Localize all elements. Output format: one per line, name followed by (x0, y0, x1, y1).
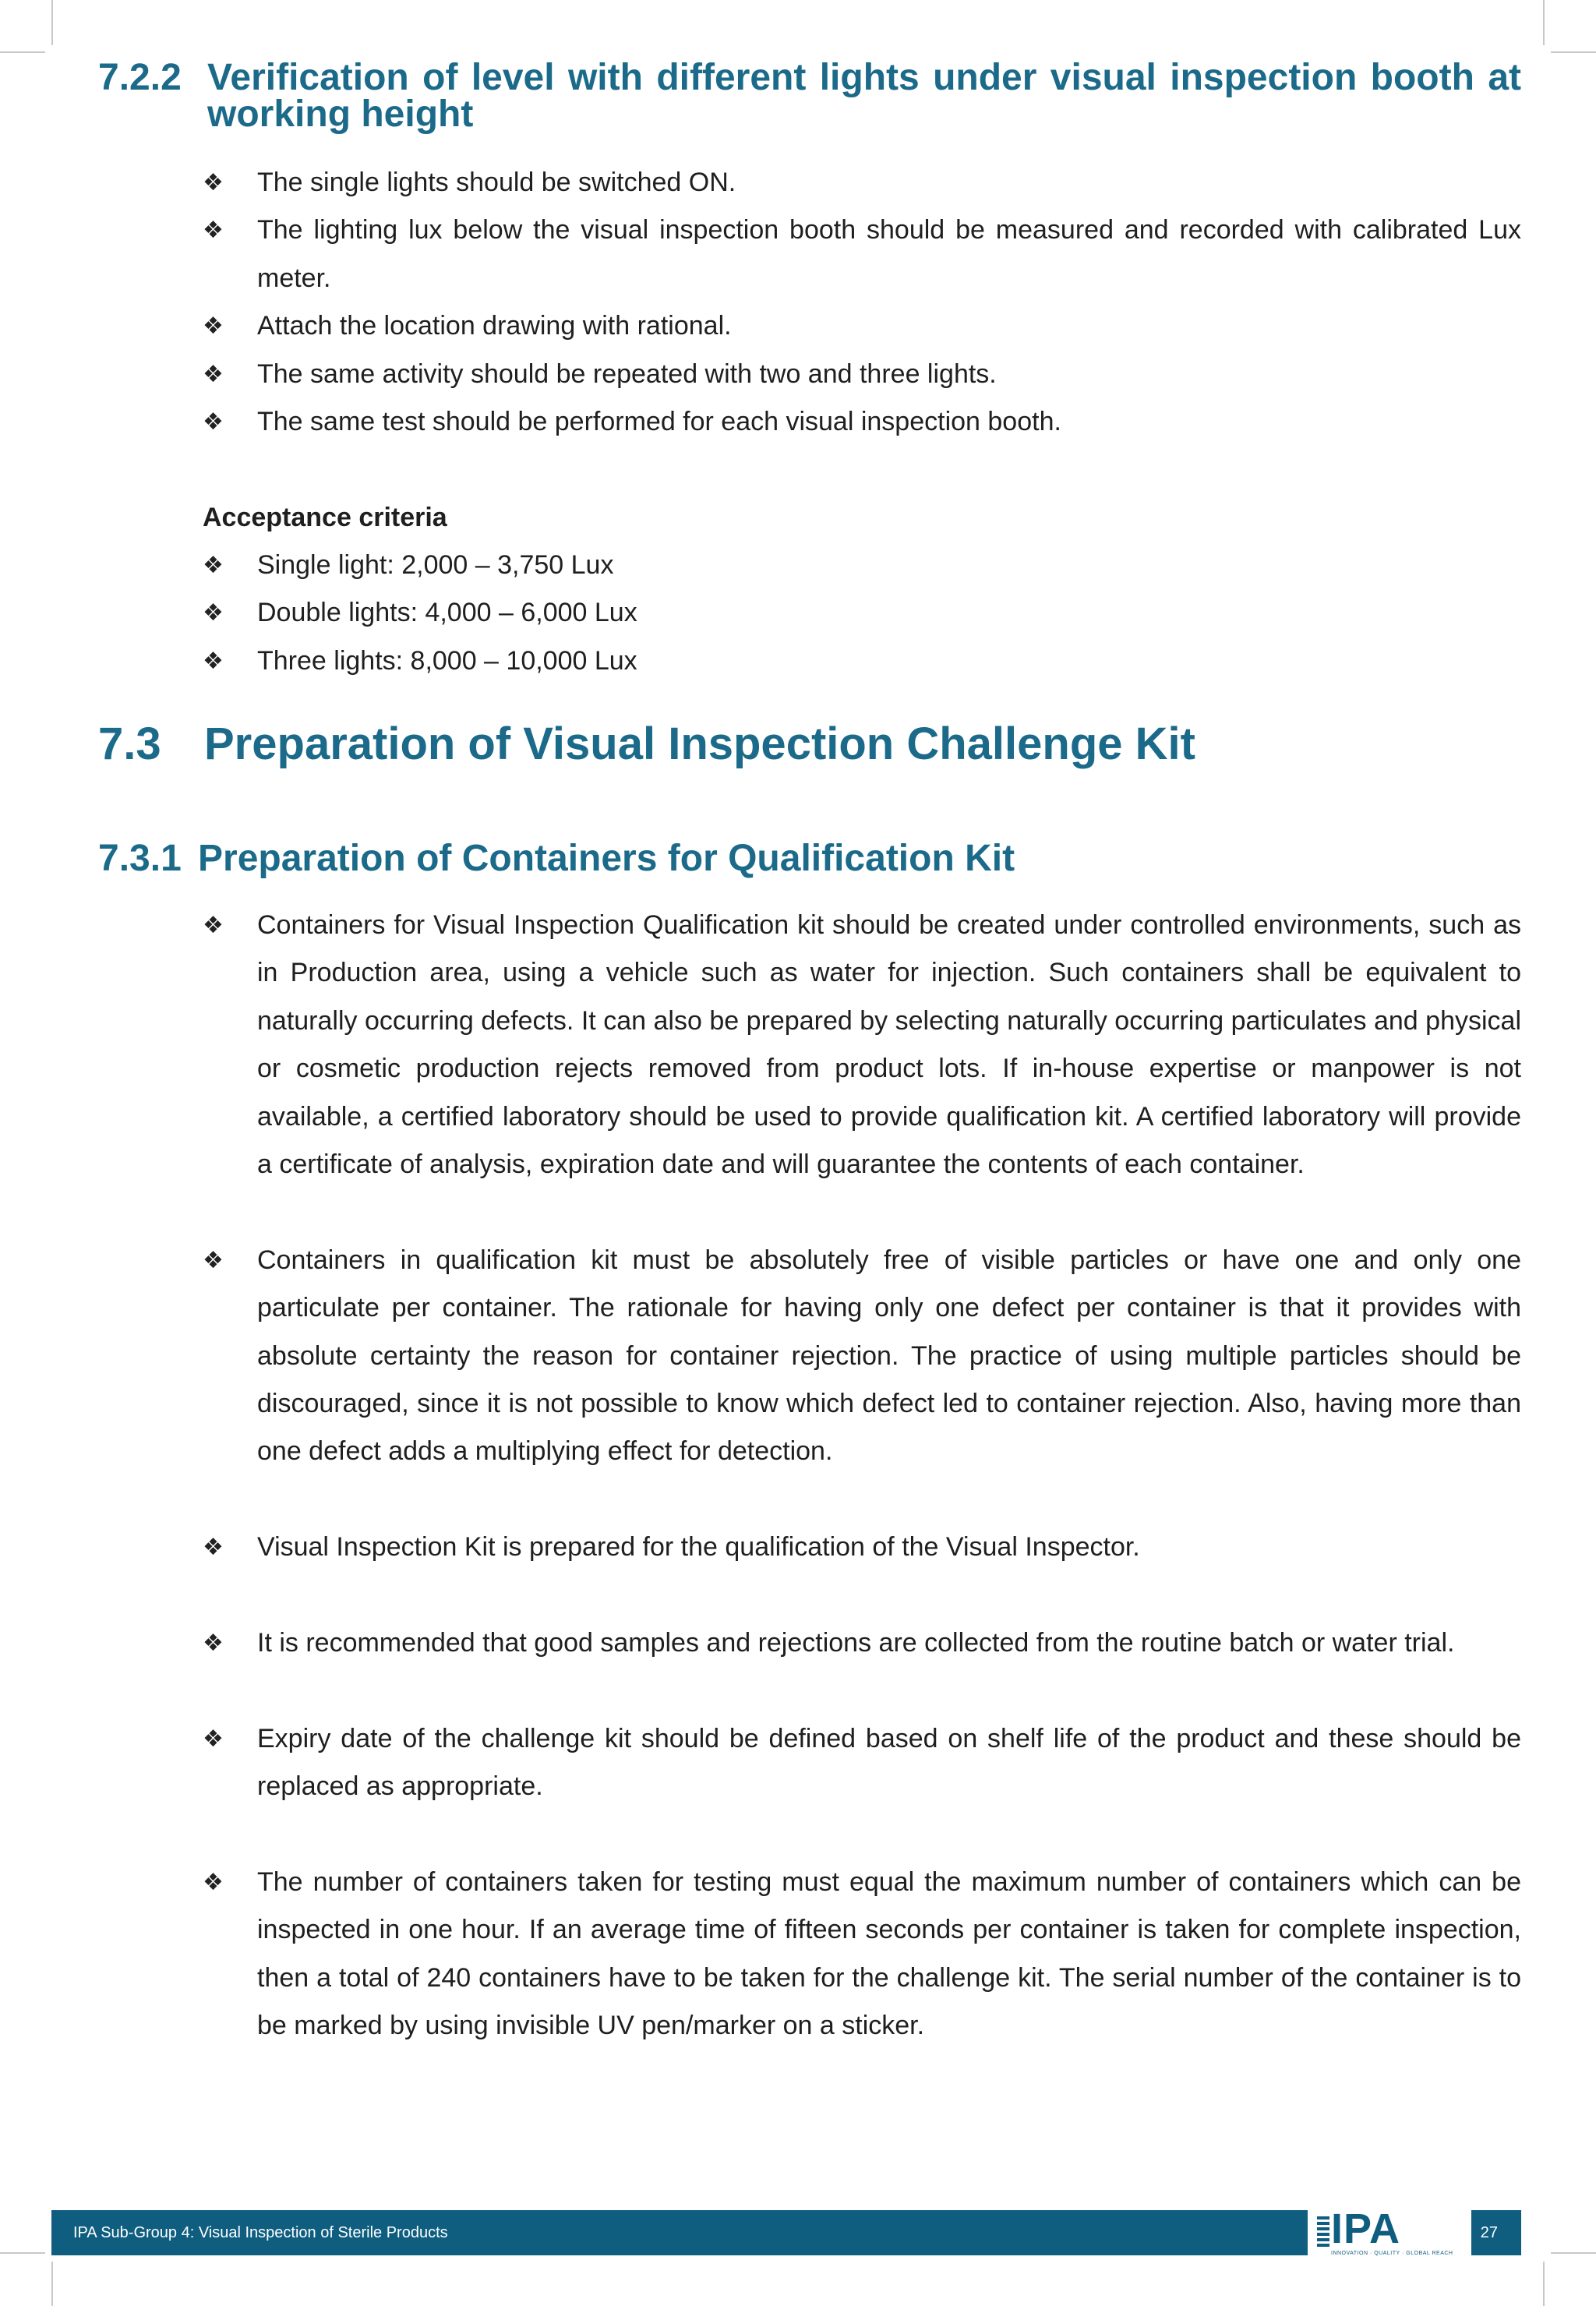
list-item-text: Double lights: 4,000 – 6,000 Lux (257, 598, 637, 628)
diamond-bullet-icon: ❖ (203, 409, 224, 436)
section-number: 7.3 (98, 719, 161, 769)
crop-mark (1543, 0, 1545, 45)
diamond-bullet-icon: ❖ (203, 600, 224, 627)
crop-mark (1551, 51, 1596, 53)
list-item-text: The same test should be performed for each visual inspection booth. (257, 407, 1061, 437)
list-item-text: Expiry date of the challenge kit should be defined based on shelf life of the product and these should be replaced as appropriate. (257, 1723, 1521, 1802)
diamond-bullet-icon: ❖ (203, 913, 224, 938)
diamond-bullet-icon: ❖ (203, 361, 224, 387)
list-item-text: The number of containers taken for testing must equal the maximum number of containers which can be inspected in one hour. If an average time of fifteen seconds per container is taken for complete inspection, then a total of 240 containers have to be taken for the challenge kit. The serial number of the container is to be marked by using invisible UV pen/marker on a sticker. (257, 1867, 1521, 2041)
diamond-bullet-icon: ❖ (203, 1630, 224, 1657)
logo-text: IPA (1331, 2205, 1401, 2252)
bullet-list-7-3-1 (203, 902, 1521, 2050)
acceptance-criteria-title: Acceptance criteria (203, 503, 447, 532)
list-item-text: Visual Inspection Kit is prepared for the qualification of the Visual Inspector. (257, 1532, 1140, 1563)
diamond-bullet-icon: ❖ (203, 553, 224, 578)
diamond-bullet-icon: ❖ (203, 1247, 224, 1273)
section-number: 7.3.1 (98, 838, 182, 879)
crop-mark (1543, 2262, 1545, 2306)
list-item (203, 1524, 1521, 1571)
list-item (203, 542, 1521, 589)
list-item (203, 637, 1521, 685)
crop-mark (0, 51, 45, 53)
section-number: 7.2.2 (98, 57, 182, 98)
section-heading-7-2-2 (98, 57, 1521, 135)
page-footer (51, 2205, 1521, 2256)
diamond-bullet-icon: ❖ (203, 1534, 224, 1561)
bullet-list-7-2-2 (203, 159, 1521, 446)
list-item-text: The same activity should be repeated with two and three lights. (257, 358, 997, 389)
list-item (203, 1619, 1521, 1667)
diamond-bullet-icon: ❖ (203, 1870, 224, 1896)
list-item (203, 1859, 1521, 2050)
page-number: 27 (1480, 2224, 1498, 2241)
crop-mark (51, 2262, 53, 2306)
list-item (203, 398, 1521, 446)
ipa-logo (1308, 2205, 1471, 2260)
section-title: Preparation of Visual Inspection Challenge Kit (204, 719, 1195, 769)
list-item-text: Containers in qualification kit must be absolutely free of visible particles or have one and only one particulate per container. The rationale for having only one defect per container is that it provides with absolute certainty the reason for container rejection. The practice of using multiple particles should be discouraged, since it is not possible to know which defect led to container rejection. Also, having more than one defect adds a multiplying effect for detection. (257, 1245, 1521, 1467)
diamond-bullet-icon: ❖ (203, 217, 224, 244)
acceptance-criteria-list (203, 542, 1521, 685)
list-item-text: The single lights should be switched ON. (257, 168, 736, 197)
crop-mark (51, 0, 53, 45)
list-item (203, 589, 1521, 637)
list-item-text: The lighting lux below the visual inspection booth should be measured and recorded with calibrated Lux meter. (257, 215, 1521, 293)
list-item (203, 1715, 1521, 1811)
footer-title: IPA Sub-Group 4: Visual Inspection of Sterile Products (73, 2224, 448, 2241)
crop-mark (0, 2252, 45, 2254)
list-item (203, 159, 1521, 207)
list-item (203, 351, 1521, 398)
logo-bars-icon (1317, 2216, 1329, 2249)
list-item-text: Attach the location drawing with rational. (257, 311, 732, 341)
list-item-text: It is recommended that good samples and rejections are collected from the routine batch or water trial. (257, 1628, 1455, 1658)
list-item-text: Containers for Visual Inspection Qualification kit should be created under controlled environments, such as in Production area, using a vehicle such as water for injection. Such containers shall be equivalent to naturally occurring defects. It can also be prepared by selecting naturally occurring particulates and physical or cosmetic production rejects removed from product lots. If in-house expertise or manpower is not available, a certified laboratory should be used to provide qualification kit. A certified laboratory will provide a certificate of analysis, expiration date and will guarantee the contents of each container. (257, 910, 1521, 1180)
list-item (203, 902, 1521, 1188)
diamond-bullet-icon: ❖ (203, 170, 224, 196)
crop-mark (1551, 2252, 1596, 2254)
diamond-bullet-icon: ❖ (203, 648, 224, 674)
section-title: Preparation of Containers for Qualification Kit (198, 838, 1015, 879)
diamond-bullet-icon: ❖ (203, 313, 224, 340)
list-item (203, 207, 1521, 302)
list-item-text: Single light: 2,000 – 3,750 Lux (257, 550, 614, 580)
logo-tagline: INNOVATION · QUALITY · GLOBAL REACH (1331, 2251, 1453, 2256)
section-title: Verification of level with different lights under visual inspection booth at working height (207, 57, 1521, 135)
list-item (203, 302, 1521, 350)
list-item-text: Three lights: 8,000 – 10,000 Lux (257, 645, 637, 676)
diamond-bullet-icon: ❖ (203, 1725, 224, 1752)
list-item (203, 1237, 1521, 1476)
